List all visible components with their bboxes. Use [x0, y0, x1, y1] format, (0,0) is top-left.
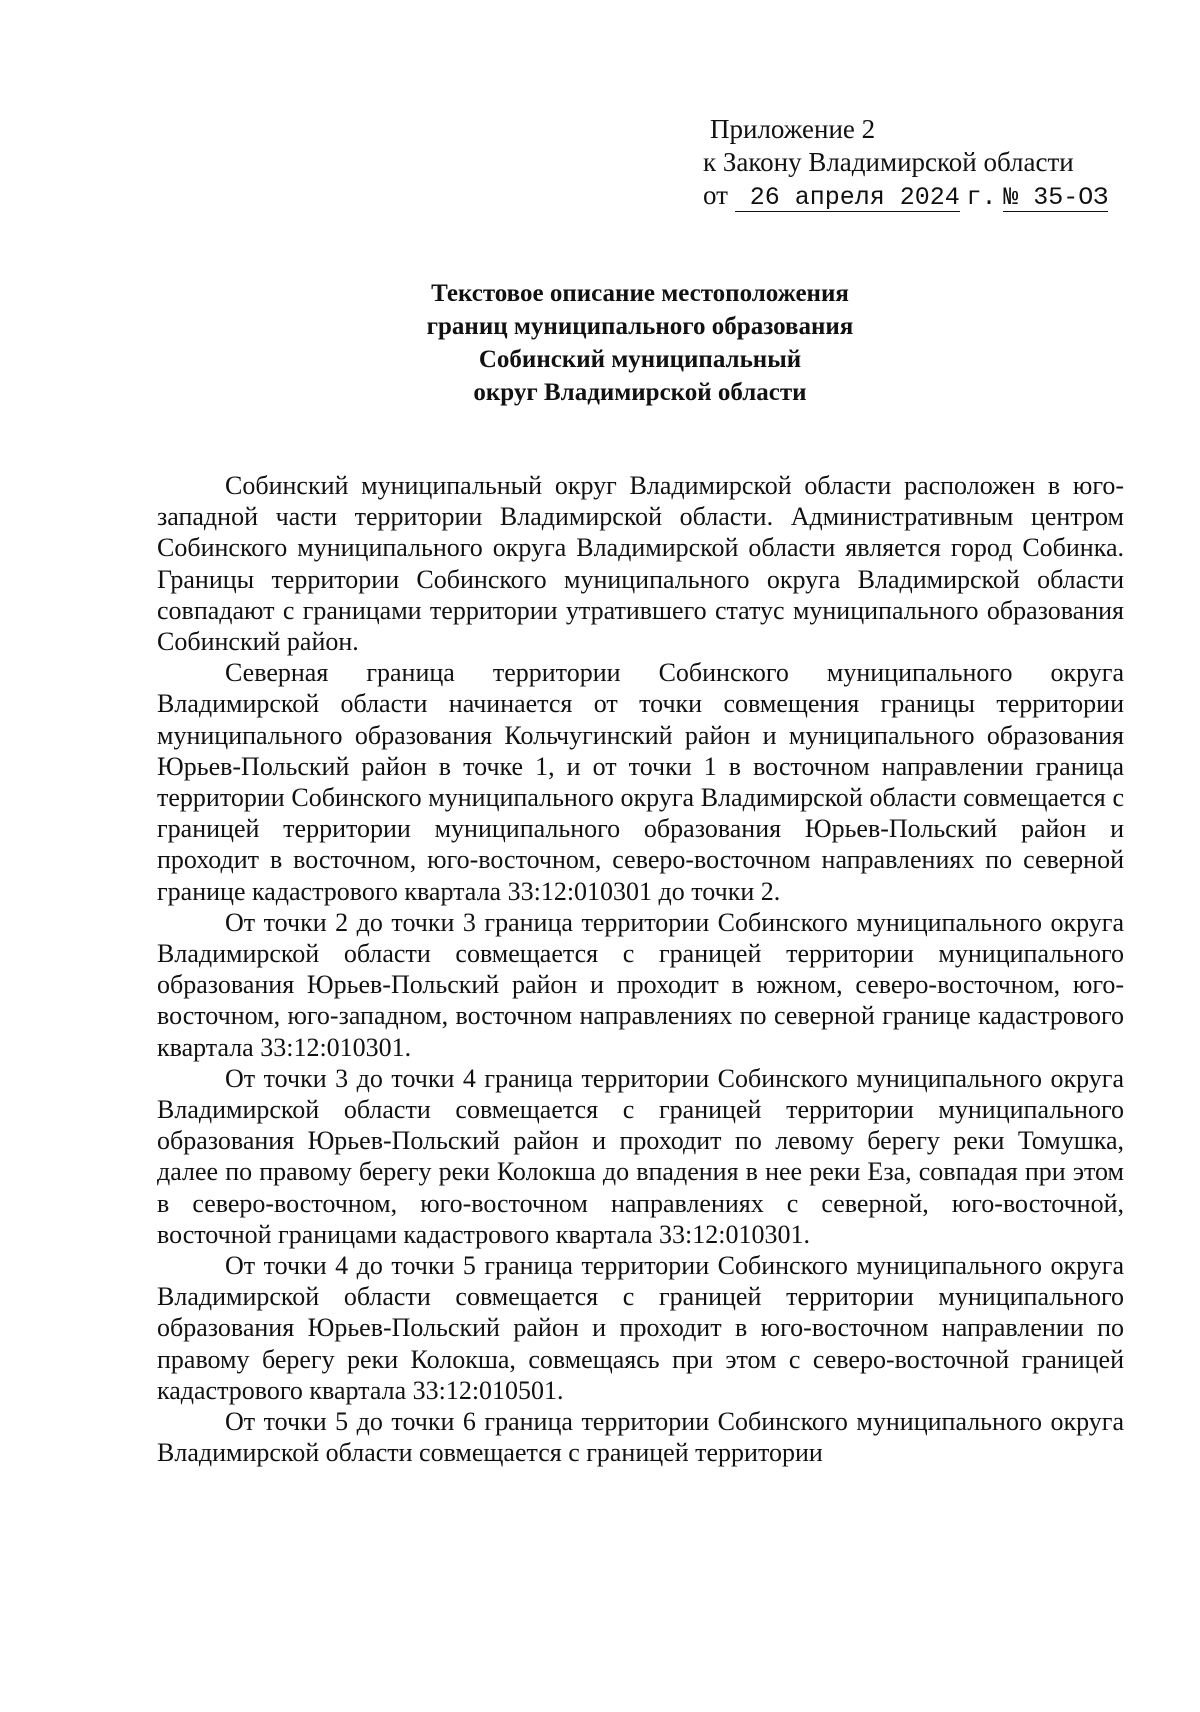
annex-date-prefix: от — [703, 180, 728, 210]
title-line-2: границ муниципального образования — [426, 313, 854, 340]
title-line-4: округ Владимирской области — [473, 379, 807, 406]
paragraph-6: От точки 5 до точки 6 граница территории Собинского муниципального округа Владимирской области совмещается с границей территории — [157, 1407, 1124, 1468]
document-title — [160, 277, 1120, 409]
annex-law-reference: к Закону Владимирской области — [703, 147, 1074, 177]
paragraph-1: Собинский муниципальный округ Владимирской области расположен в юго-западной части территории Владимирской области. Административным центром Собинского муниципального округа Владимирской области является город Собинка. Границы территории Собинского муниципального округа Владимирской области совпадают с границами территории утратившего статус муниципального образования Собинский район. — [157, 471, 1124, 657]
document-body — [157, 470, 1124, 1469]
title-line-3: Собинский муниципальный — [478, 346, 802, 373]
annex-title: Приложение 2 — [710, 114, 876, 144]
annex-date-line — [703, 179, 1108, 214]
paragraph-2: Северная граница территории Собинского муниципального округа Владимирской области начинается от точки совмещения границы территории муниципального образования Кольчугинский район и муниципального образования Юрьев-Польский район в точке 1, и от точки 1 в восточном направлении граница территории Собинского муниципального округа Владимирской области совмещается с границей территории муниципального образования Юрьев-Польский район и проходит в восточном, юго-восточном, северо-восточном направлениях по северной границе кадастрового квартала 33:12:010301 до точки 2. — [157, 658, 1124, 906]
annex-header — [703, 113, 1108, 214]
annex-date-value: 26 апреля 2024 — [749, 183, 960, 212]
paragraph-4: От точки 3 до точки 4 граница территории Собинского муниципального округа Владимирской области совмещается с границей территории муниципального образования Юрьев-Польский район и проходит по левому берегу реки Томушка, далее по правому берегу реки Колокша до впадения в нее реки Еза, совпадая при этом в северо-восточном, юго-восточном направлениях с северной, юго-восточной, восточной границами кадастрового квартала 33:12:010301. — [157, 1063, 1124, 1249]
paragraph-5: От точки 4 до точки 5 граница территории Собинского муниципального округа Владимирской области совмещается с границей территории муниципального образования Юрьев-Польский район и проходит в юго-восточном направлении по правому берегу реки Колокша, совмещаясь при этом с северо-восточной границей кадастрового квартала 33:12:010501. — [157, 1251, 1124, 1405]
title-line-1: Текстовое описание местоположения — [431, 280, 849, 307]
annex-date — [735, 185, 960, 212]
annex-number: № 35-ОЗ — [1003, 183, 1109, 212]
paragraph-3: От точки 2 до точки 3 граница территории Собинского муниципального округа Владимирской области совмещается с границей территории муниципального образования Юрьев-Польский район и проходит в южном, северо-восточном, юго-восточном, юго-западном, восточном направлениях по северной границе кадастрового квартала 33:12:010301. — [157, 907, 1124, 1062]
annex-year-suffix: г. — [966, 183, 997, 212]
